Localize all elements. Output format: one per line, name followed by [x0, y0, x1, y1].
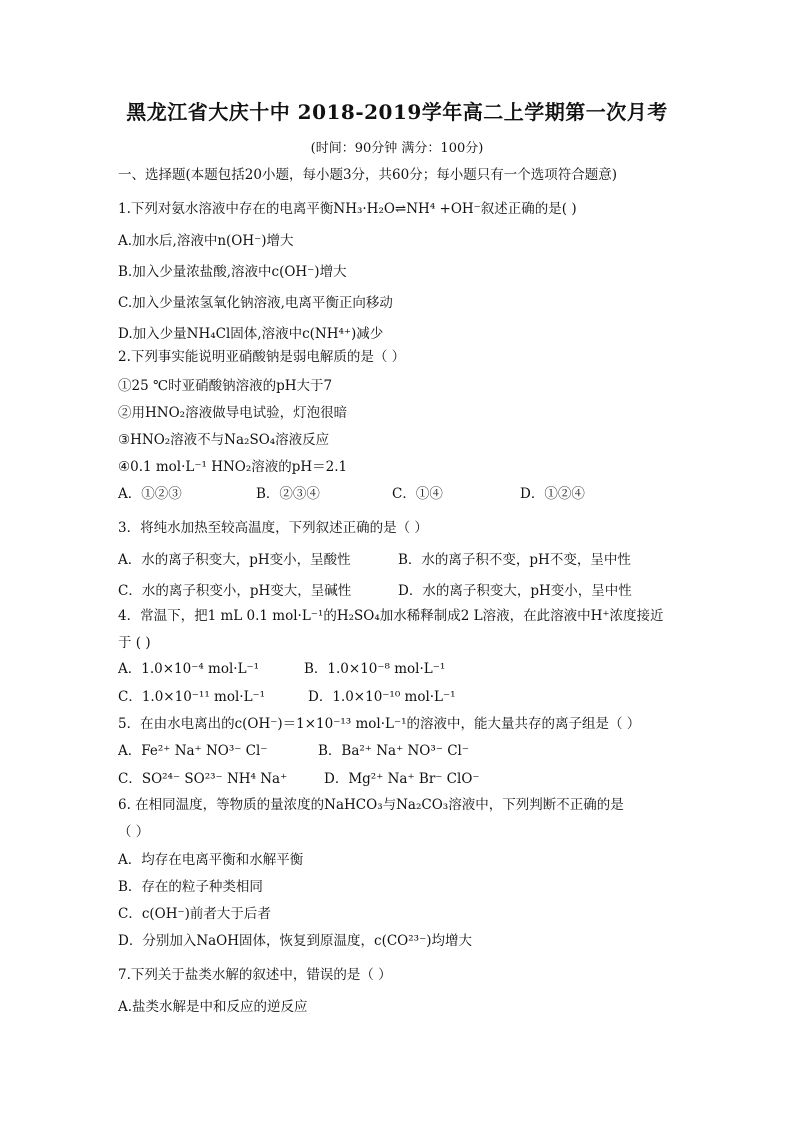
question-2-statement-2: ②用HNO₂溶液做导电试验，灯泡很暗	[118, 405, 348, 421]
question-1-stem: 1.下列对氨水溶液中存在的电离平衡NH₃·H₂O⇌NH⁴ +OH⁻叙述正确的是( )	[118, 201, 577, 217]
section-heading: 一、选择题(本题包括20小题，每小题3分，共60分；每小题只有一个选项符合题意)	[118, 167, 617, 183]
question-3-stem: 3．将纯水加热至较高温度，下列叙述正确的是（ ）	[118, 520, 428, 536]
exam-info: (时间：90分钟 满分：100分)	[310, 141, 484, 156]
question-1-option-d: D.加入少量NH₄Cl固体,溶液中c(NH⁴⁺)减少	[118, 326, 384, 342]
question-6-option-c: C．c(OH⁻)前者大于后者	[118, 906, 271, 922]
question-4-option-d: D．1.0×10⁻¹⁰ mol·L⁻¹	[308, 689, 456, 705]
question-4-option-a: A．1.0×10⁻⁴ mol·L⁻¹	[118, 661, 260, 677]
question-4-stem: 4．常温下，把1 mL 0.1 mol·L⁻¹的H₂SO₄加水稀释制成2 L溶液，在此溶液中H⁺浓度接近	[118, 608, 664, 624]
question-5-stem: 5．在由水电离出的c(OH⁻)＝1×10⁻¹³ mol·L⁻¹的溶液中，能大量共存的离子组是（ ）	[118, 716, 641, 732]
question-2-statement-3: ③HNO₂溶液不与Na₂SO₄溶液反应	[118, 432, 330, 448]
question-5-option-d: D．Mg²⁺ Na⁺ Br⁻ ClO⁻	[324, 771, 480, 787]
question-6-option-b: B．存在的粒子种类相同	[118, 879, 263, 895]
question-2-option-b: B．②③④	[256, 486, 320, 502]
question-5-option-b: B．Ba²⁺ Na⁺ NO³⁻ Cl⁻	[318, 743, 469, 759]
question-3-option-a: A．水的离子积变大，pH变小，呈酸性	[118, 552, 351, 568]
question-2-stem: 2.下列事实能说明亚硝酸钠是弱电解质的是（ ）	[118, 349, 406, 365]
question-6-option-d: D．分别加入NaOH固体，恢复到原温度，c(CO²³⁻)均增大	[118, 933, 472, 949]
question-7-stem: 7.下列关于盐类水解的叙述中，错误的是（ ）	[118, 967, 392, 983]
question-4-stem-continued: 于 ( )	[118, 635, 151, 651]
question-2-statement-4: ④0.1 mol·L⁻¹ HNO₂溶液的pH＝2.1	[118, 459, 348, 475]
question-7-option-a: A.盐类水解是中和反应的逆反应	[118, 999, 308, 1015]
question-2-option-a: A．①②③	[118, 486, 182, 502]
question-2-option-c: C．①④	[392, 486, 443, 502]
question-6-stem-continued: （ ）	[118, 824, 150, 840]
question-6-stem: 6. 在相同温度，等物质的量浓度的NaHCO₃与Na₂CO₃溶液中，下列判断不正确的是	[118, 797, 624, 813]
question-3-option-b: B．水的离子积不变，pH不变，呈中性	[398, 552, 631, 568]
question-2-statement-1: ①25 ℃时亚硝酸钠溶液的pH大于7	[118, 378, 333, 394]
question-1-option-a: A.加水后,溶液中n(OH⁻)增大	[118, 233, 294, 249]
question-3-option-c: C．水的离子积变小，pH变大，呈碱性	[118, 583, 352, 599]
question-6-option-a: A．均存在电离平衡和水解平衡	[118, 852, 304, 868]
question-2-option-d: D．①②④	[520, 486, 585, 502]
question-1-option-b: B.加入少量浓盐酸,溶液中c(OH⁻)增大	[118, 264, 347, 280]
question-5-option-c: C．SO²⁴⁻ SO²³⁻ NH⁴ Na⁺	[118, 771, 288, 787]
question-4-option-b: B．1.0×10⁻⁸ mol·L⁻¹	[304, 661, 446, 677]
question-4-option-c: C．1.0×10⁻¹¹ mol·L⁻¹	[118, 689, 266, 705]
page-title: 黑龙江省大庆十中 2018-2019学年高二上学期第一次月考	[126, 100, 668, 124]
question-3-option-d: D．水的离子积变大，pH变小，呈中性	[398, 583, 632, 599]
question-1-option-c: C.加入少量浓氢氧化钠溶液,电离平衡正向移动	[118, 295, 393, 311]
question-5-option-a: A．Fe²⁺ Na⁺ NO³⁻ Cl⁻	[118, 743, 268, 759]
